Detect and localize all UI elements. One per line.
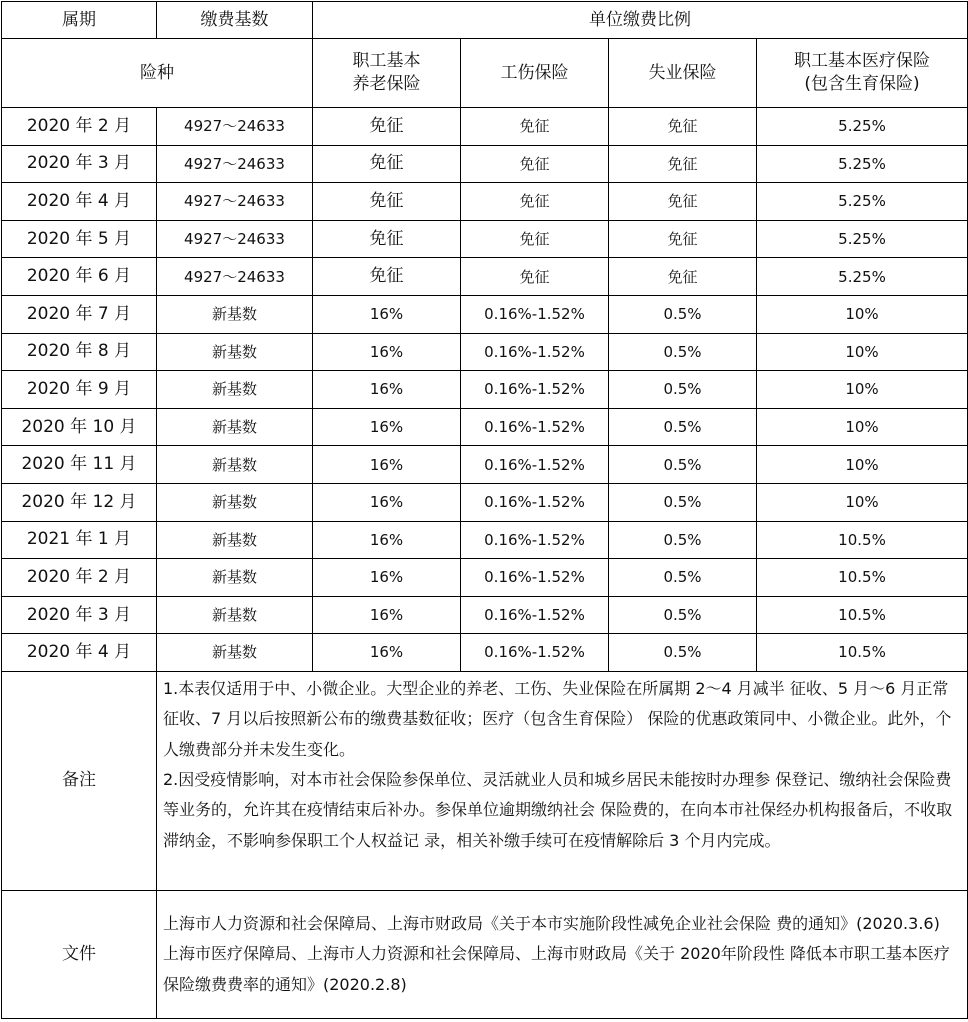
cell-medical: 10%	[757, 371, 968, 409]
cell-base: 新基数	[157, 408, 313, 446]
cell-unemployment: 0.5%	[609, 559, 757, 597]
cell-base: 4927～24633	[157, 258, 313, 296]
table-row	[2, 371, 968, 409]
header-injury: 工伤保险	[461, 39, 609, 108]
header-pension	[313, 39, 461, 108]
cell-injury: 0.16%-1.52%	[461, 295, 609, 333]
cell-base: 4927～24633	[157, 108, 313, 146]
header-period: 属期	[2, 2, 157, 39]
cell-injury: 免征	[461, 108, 609, 146]
cell-pension: 免征	[313, 108, 461, 146]
table-row	[2, 634, 968, 672]
header-ratio: 单位缴费比例	[313, 2, 968, 39]
cell-medical: 5.25%	[757, 258, 968, 296]
cell-unemployment: 0.5%	[609, 521, 757, 559]
notes-content	[157, 671, 968, 890]
cell-pension: 16%	[313, 483, 461, 521]
cell-medical: 10.5%	[757, 521, 968, 559]
cell-injury: 0.16%-1.52%	[461, 408, 609, 446]
cell-base: 新基数	[157, 596, 313, 634]
header-medical-line2: (包含生育保险)	[804, 74, 920, 94]
cell-pension: 免征	[313, 183, 461, 221]
cell-medical: 10%	[757, 446, 968, 484]
cell-period: 2020 年 4 月	[2, 183, 157, 221]
cell-injury: 0.16%-1.52%	[461, 371, 609, 409]
header-base: 缴费基数	[157, 2, 313, 39]
cell-injury: 0.16%-1.52%	[461, 559, 609, 597]
cell-period: 2020 年 3 月	[2, 596, 157, 634]
header-row-1	[2, 2, 968, 39]
header-insurance-type: 险种	[2, 39, 313, 108]
cell-unemployment: 免征	[609, 108, 757, 146]
cell-period: 2021 年 1 月	[2, 521, 157, 559]
files-label: 文件	[2, 890, 157, 1018]
files-content	[157, 890, 968, 1018]
table-row	[2, 559, 968, 597]
cell-medical: 5.25%	[757, 145, 968, 183]
cell-period: 2020 年 7 月	[2, 295, 157, 333]
header-unemployment: 失业保险	[609, 39, 757, 108]
cell-unemployment: 0.5%	[609, 446, 757, 484]
cell-base: 新基数	[157, 521, 313, 559]
cell-medical: 10.5%	[757, 596, 968, 634]
cell-injury: 0.16%-1.52%	[461, 333, 609, 371]
cell-medical: 10%	[757, 408, 968, 446]
cell-period: 2020 年 8 月	[2, 333, 157, 371]
cell-base: 新基数	[157, 333, 313, 371]
cell-injury: 0.16%-1.52%	[461, 446, 609, 484]
cell-period: 2020 年 5 月	[2, 220, 157, 258]
cell-period: 2020 年 9 月	[2, 371, 157, 409]
cell-medical: 5.25%	[757, 183, 968, 221]
table-row	[2, 145, 968, 183]
cell-pension: 16%	[313, 295, 461, 333]
file-2: 上海市医疗保障局、上海市人力资源和社会保障局、上海市财政局《关于 2020年阶段性 降低本市职工基本医疗保险缴费费率的通知》(2020.2.8)	[163, 944, 950, 994]
table-row	[2, 183, 968, 221]
table-row	[2, 521, 968, 559]
cell-medical: 10%	[757, 295, 968, 333]
notes-label: 备注	[2, 671, 157, 890]
cell-period: 2020 年 10 月	[2, 408, 157, 446]
notes-row	[2, 671, 968, 890]
table-row	[2, 408, 968, 446]
cell-medical: 10%	[757, 483, 968, 521]
table-row	[2, 220, 968, 258]
cell-period: 2020 年 2 月	[2, 559, 157, 597]
cell-pension: 16%	[313, 521, 461, 559]
header-pension-line1: 职工基本	[352, 51, 421, 72]
cell-base: 4927～24633	[157, 220, 313, 258]
cell-base: 新基数	[157, 446, 313, 484]
cell-period: 2020 年 6 月	[2, 258, 157, 296]
cell-period: 2020 年 3 月	[2, 145, 157, 183]
table-body	[2, 2, 968, 672]
cell-unemployment: 免征	[609, 183, 757, 221]
cell-base: 新基数	[157, 295, 313, 333]
cell-injury: 免征	[461, 145, 609, 183]
cell-pension: 16%	[313, 596, 461, 634]
cell-unemployment: 免征	[609, 220, 757, 258]
cell-unemployment: 0.5%	[609, 483, 757, 521]
header-medical-line1: 职工基本医疗保险	[794, 51, 930, 72]
cell-unemployment: 0.5%	[609, 408, 757, 446]
cell-pension: 16%	[313, 634, 461, 672]
cell-pension: 16%	[313, 559, 461, 597]
cell-period: 2020 年 2 月	[2, 108, 157, 146]
cell-period: 2020 年 12 月	[2, 483, 157, 521]
file-1: 上海市人力资源和社会保障局、上海市财政局《关于本市实施阶段性减免企业社会保险 费的通知》(2020.3.6)	[163, 913, 940, 933]
table-footer	[2, 671, 968, 1018]
contribution-table	[1, 1, 968, 1019]
cell-pension: 16%	[313, 371, 461, 409]
cell-pension: 16%	[313, 446, 461, 484]
cell-medical: 10.5%	[757, 634, 968, 672]
cell-medical: 10.5%	[757, 559, 968, 597]
table-row	[2, 596, 968, 634]
cell-base: 新基数	[157, 483, 313, 521]
cell-unemployment: 0.5%	[609, 371, 757, 409]
cell-unemployment: 0.5%	[609, 333, 757, 371]
cell-unemployment: 0.5%	[609, 634, 757, 672]
cell-injury: 免征	[461, 183, 609, 221]
cell-injury: 免征	[461, 258, 609, 296]
cell-base: 新基数	[157, 371, 313, 409]
cell-period: 2020 年 4 月	[2, 634, 157, 672]
cell-base: 4927～24633	[157, 183, 313, 221]
header-medical	[757, 39, 968, 108]
cell-base: 4927～24633	[157, 145, 313, 183]
table-row	[2, 295, 968, 333]
table-row	[2, 258, 968, 296]
cell-pension: 免征	[313, 220, 461, 258]
table-row	[2, 446, 968, 484]
cell-injury: 0.16%-1.52%	[461, 521, 609, 559]
files-row	[2, 890, 968, 1018]
cell-injury: 0.16%-1.52%	[461, 483, 609, 521]
cell-unemployment: 免征	[609, 258, 757, 296]
cell-pension: 免征	[313, 258, 461, 296]
table-row	[2, 483, 968, 521]
cell-medical: 5.25%	[757, 108, 968, 146]
cell-medical: 5.25%	[757, 220, 968, 258]
cell-injury: 0.16%-1.52%	[461, 634, 609, 672]
cell-pension: 免征	[313, 145, 461, 183]
cell-unemployment: 0.5%	[609, 596, 757, 634]
cell-injury: 0.16%-1.52%	[461, 596, 609, 634]
cell-injury: 免征	[461, 220, 609, 258]
header-row-2	[2, 39, 968, 108]
note-1: 1.本表仅适用于中、小微企业。大型企业的养老、工伤、失业保险在所属期 2～4 月减半 征收、5 月～6 月正常征收、7 月以后按照新公布的缴费基数征收；医疗（包含生育保险） 保险的优惠政策同中、小微企业。此外，个人缴费部分并未发生变化。	[163, 678, 952, 759]
cell-base: 新基数	[157, 559, 313, 597]
cell-pension: 16%	[313, 408, 461, 446]
cell-pension: 16%	[313, 333, 461, 371]
table-row	[2, 333, 968, 371]
cell-unemployment: 免征	[609, 145, 757, 183]
cell-medical: 10%	[757, 333, 968, 371]
header-pension-line2: 养老保险	[352, 74, 421, 94]
cell-unemployment: 0.5%	[609, 295, 757, 333]
cell-period: 2020 年 11 月	[2, 446, 157, 484]
note-2: 2.因受疫情影响，对本市社会保险参保单位、灵活就业人员和城乡居民未能按时办理参 保登记、缴纳社会保险费等业务的，允许其在疫情结束后补办。参保单位逾期缴纳社会 保险费的，在向本市社保经办机构报备后，不收取滞纳金，不影响参保职工个人权益记 录，相关补缴手续可在疫情解除后 3 个月内完成。	[163, 770, 953, 850]
cell-base: 新基数	[157, 634, 313, 672]
table-row	[2, 108, 968, 146]
